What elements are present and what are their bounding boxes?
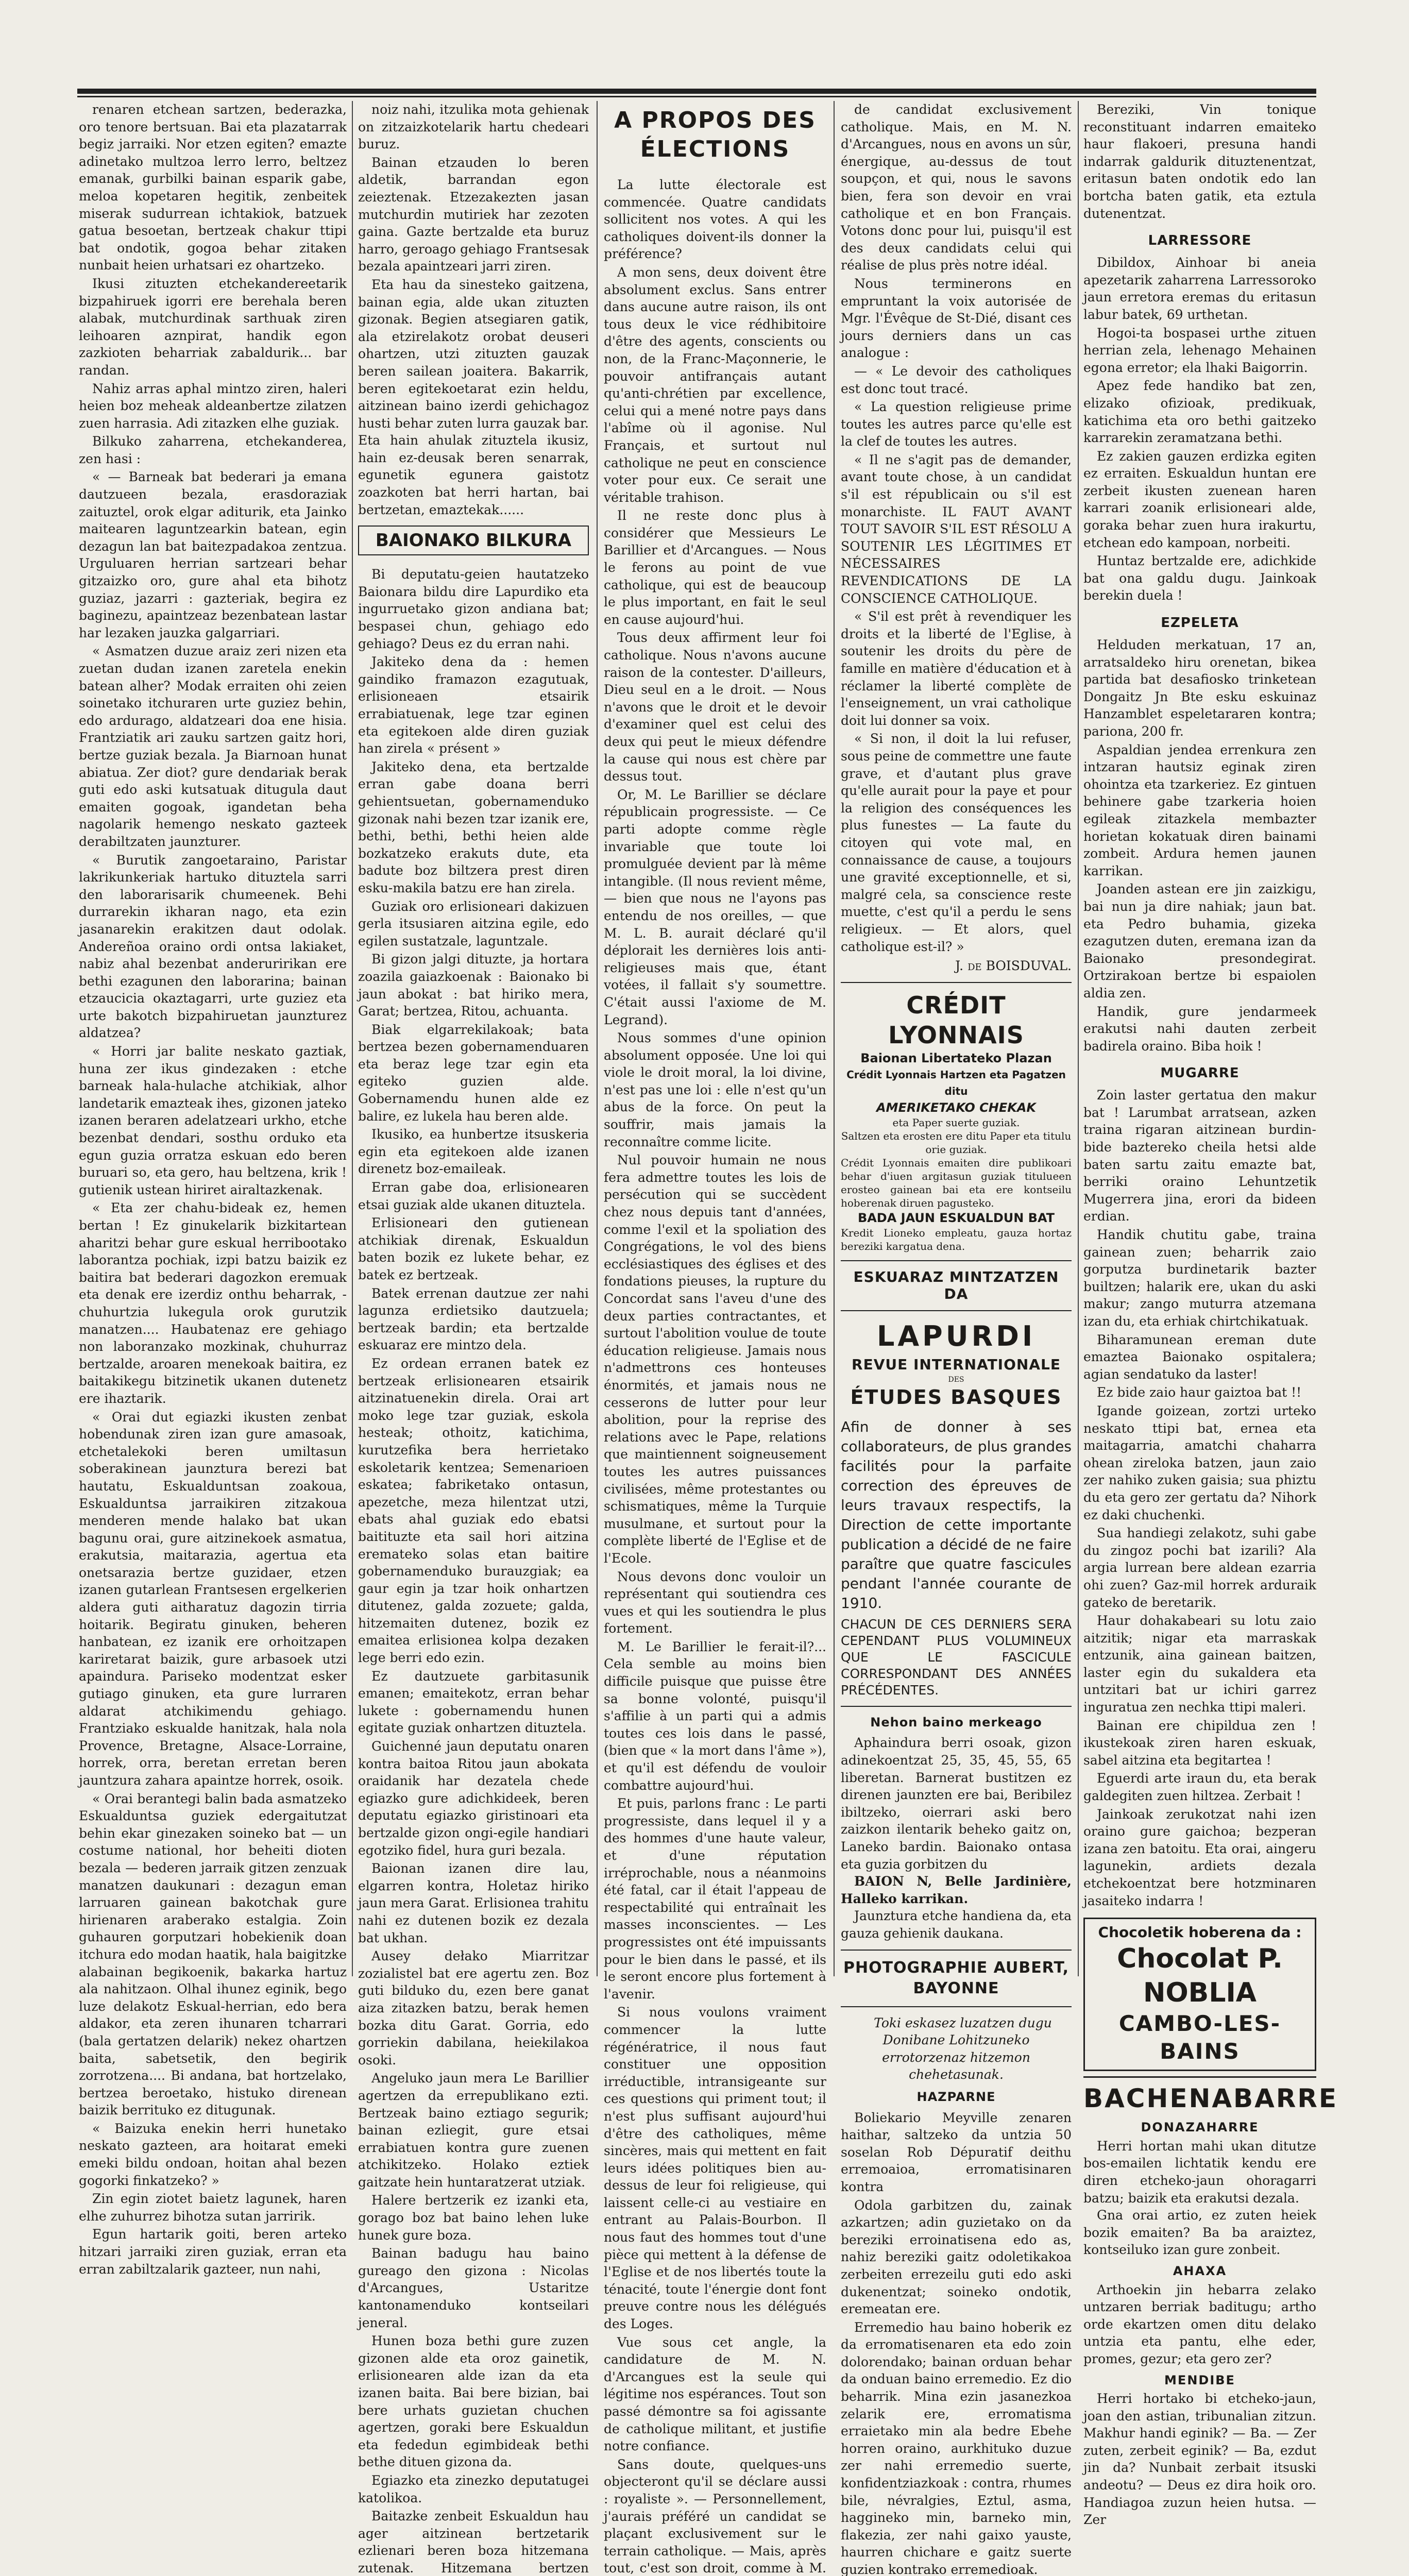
paragraph: Guziak oro erlisioneari dakizuen gerla itsusiaren aitzina egile, edo egilen sustatzale, laguntzale. xyxy=(358,899,589,948)
paragraph: Et puis, parlons franc : Le parti progressiste, dans lequel il y a des hommes d'une haute valeur, et d'une réputation irréprochable, nous a néanmoins été fatal, car il était l'appeau de respectabilité qui entraînait les masses inconscientes. — Les progressistes ont été impuissants pour le bien dans le passé, et ils le seront encore plus fortement à l'avenir. xyxy=(604,1796,826,2002)
paragraph: — « Le devoir des catholiques est donc tout tracé. xyxy=(841,363,1072,396)
donazaharre-p2: Gna orai artio, ez zuten heiek bozik emaiten? Ba ba araiztez, kontseiluko izan gure zonbeit. xyxy=(1083,2208,1316,2258)
paragraph: Il ne reste donc plus à considérer que Messieurs Le Barillier et d'Arcangues. — Nous le ferons au point de vue catholique, qui est de beaucoup le plus important, en fait le seul en cause aujourd'hui. xyxy=(604,508,826,627)
paragraph: Egun hartarik goiti, beren arteko hitzari jarraiki ziren guziak, erran eta erran zabiltzalarik gazteer, nun nahi, xyxy=(79,2227,347,2277)
divider xyxy=(841,1950,1072,1951)
paragraph: Eguerdi arte iraun du, eta berak galdegiten zuen hiltzea. Zerbait ! xyxy=(1083,1771,1316,1804)
credit-title: CRÉDIT LYONNAIS xyxy=(888,991,1024,1049)
paragraph: de candidat exclusivement catholique. Mais, en M. N. d'Arcangues, nous en avons un sûr, énergique, au-dessus de tout soupçon, et qui, nous le savons bien, fera son devoir en vrai catholique et en bon Français. Votons donc pour lui, puisqu'il est des deux candidats celui qui réalise de plus près notre idéal. xyxy=(841,102,1072,273)
paragraph: Bainan etzauden lo beren aldetik, barrandan egon zeieztenak. Etzezakezten jasan mutchurdin mutiriek har zezoten gaina. Gazte bertzalde eta buruz harro, geroago gehiago Frantsesak bezala apaintzeari jarri ziren. xyxy=(358,155,589,274)
credit-small3: Crédit Lyonnais emaiten dire publikoari behar d'iuen argitasun guziak titulueen erosteo gainean bai eta ere kontseilu hoberenak diruen pagusteko. xyxy=(841,1156,1072,1209)
chocolat-line1: Chocoletik hoberena da : xyxy=(1098,1924,1302,1941)
credit-small2: Saltzen eta erosten ere ditu Paper eta titulu orie guziak. xyxy=(841,1129,1072,1156)
chocolat-line2: Chocolat P. NOBLIA xyxy=(1117,1943,1283,2009)
elections-heading: A PROPOS DES ÉLECTIONS xyxy=(614,107,816,162)
paragraph: « S'il est prêt à revendiquer les droits et la liberté de l'Eglise, à soutenir les droits du père de famille en matière d'éducation et à réclamer la liberté complète de l'enseignement, un vrai catholique doit lui donner sa voix. xyxy=(841,609,1072,728)
paragraph: Hunen boza bethi gure zuzen gizonen alde eta oroz gainetik, erlisionearen alde izan da eta izanen baita. Bai bere bizian, bai bere urhats guzietan chuchen agertzen, goraki bere Eskualdun eta fededun egimbideak bethi bethe dituen gizona da. xyxy=(358,2333,589,2470)
column-separator xyxy=(834,101,835,1976)
column-3 xyxy=(604,101,826,2576)
paragraph: Zin egin ziotet baietz lagunek, haren elhe zuhurrez bihotza sutan jarririk. xyxy=(79,2191,347,2224)
paragraph: Biharamunean ereman dute emaztea Baionako ospitalera; agian sendatuko da laster! xyxy=(1083,1332,1316,1382)
paragraph: Bainan badugu hau baino gureago den gizona : Nicolas d'Arcangues, Ustaritze kantonamenduko kontseilari jeneral. xyxy=(358,2246,589,2330)
paragraph: Jakiteko dena da : hemen gaindiko framazon ezagutuak, erlisioneaen etsairik errabiatuenak, lege tzar eginen eta egitekoen alde diren guziak han zirela « présent » xyxy=(358,654,589,756)
paragraph: Ez bide zaio haur gaiztoa bat !! xyxy=(1097,1385,1302,1400)
paragraph: Si nous voulons vraiment commencer la lutte régénératrice, il nous faut constituer une opposition irréductible, intransigeante sur ces questions qui priment tout; il n'est plus suffisant aujourd'hui d'être des catholiques, même sincères, mais qui mettent en fait leurs idées politiques bien au-dessus de leur foi religieuse, qui laissent celle-ci au vestiaire en entrant au Palais-Bourbon. Il nous faut des hommes tout d'une pièce qui mettent à la défense de l'Eglise et de nos libertés toute la ténacité, toute l'énergie dont font preuve contre nous les délégués des Loges. xyxy=(604,2005,826,2332)
paragraph: Ez dautzuete garbitasunik emanen; emaitekotz, erran behar lukete : gobernamendu hunen egitate guziak onhartzen dituztela. xyxy=(358,1668,589,1736)
paragraph: Eta hau da sinesteko gaitzena, bainan egia, alde ukan zituzten gizonak. Begien atsegiaren gatik, ala etzirelakotz orobat deuseri ohartzen, utzi zituzten gauzak beren sailean joaitera. Bakarrik, beren egitekoetarat ezin heldu, aitzinean baino izerdi gehichagoz husti behar zuten lurra gauzak bar. Eta hain ahulak zituztela ikusiz, hain ez-deusak beren senarrak, egunetik egunera gaistotz zoazkoten bat herri hartan, bai bertzetan, emaztekak...... xyxy=(358,277,589,517)
paragraph: « Orai dut egiazki ikusten zenbat hobendunak ziren izan gure amasoak, etchetalekoki beren umiltasun soberakinean jaunztura berezi bat hautatu, Eskualduntsan zoakoua, Eskualduntsa jarraikiren zitzakoua menderen mende halako bat ukan bagunu orai, gure aitzinekoek asmatua, erakutsia, maitarazia, agertua eta onetsarazia bertze guzidaer, etzen izanen gutarlean Frantsesen ergelkerien aldera guti aitharatuz dagozin tirria hoitarik. Begiratu ginuken, beheren hanbatean, ez izanik ere orhoitzapen kariretarat baizik, gure arbasoek utzi apaindura. Pariseko modentzat esker gutiago ginuken, eta gure lurraren aldarat atchikimendu gehiago. Frantziako eskualde hanitzak, hala nola Provence, Bretagne, Alsace-Lorraine, horrek, orra, beretan erretan beren jauntzura zahara apaintze horrek, osoik. xyxy=(79,1409,347,1788)
paragraph: Zoin laster gertatua den makur bat ! Larumbat arratsean, azken traina rigaran aitzinean burdin-bide baztereko cheila hetsi alde baten sartu zaitu emazte bat, berriki oraino Lehuntzetik Mugerrera jina, erori da bideen erdian. xyxy=(1083,1088,1316,1224)
credit-subtitle: Baionan Libertateko Plazan xyxy=(860,1050,1052,1065)
mugarre-heading: MUGARRE xyxy=(1160,1065,1240,1081)
credit-lyonnais-ad xyxy=(841,990,1072,1253)
paragraph: Nul pouvoir humain ne nous fera admettre toutes les lois de persécution qui se succèdent chez nous depuis tant d'années, comme l'exil et la spoliation des Congrégations, le vol des biens ecclésiastiques des églises et des fondations pieuses, la rupture du Concordat sans l'aveu d'une des deux parties contractantes, et surtout l'abolition voulue de toute éducation religieuse. Jamais nous n'admettrons ces honteuses énormités, et jamais nous ne cesserons de lutter pour leur abolition, pour la reprise des relations avec le Pape, relations que maintiennent soigneusement toutes les autres puissances civilisées, même protestantes ou schismatiques, même la Turquie musulmane, et surtout pour la complète liberté de l'Eglise et de l'Ecole. xyxy=(604,1153,826,1566)
divider xyxy=(841,982,1072,983)
lapurdi-revue: REVUE INTERNATIONALE xyxy=(852,1355,1061,1373)
paragraph: Bainan ere chipildua zen ! ikustekoak ziren haren eskuak, sabel aitzina eta begitartea ! xyxy=(1083,1718,1316,1768)
paragraph: Odola garbitzen du, zainak azkartzen; adin guzietako on da bereziki erroinatisena edo as, nahiz bereziki gaitz odoletikakoa zerbeiten errezeilu guti edo aski dukenentzat; soineko ondotik, eremeatan ere. xyxy=(841,2197,1072,2317)
divider xyxy=(841,1706,1072,1707)
paragraph: Batek errenan dautzue zer nahi lagunza erdietsiko dautzuela; bertzeak bardin; eta bertzalde eskuaraz ere mintzo dela. xyxy=(358,1285,589,1353)
paragraph: Bi deputatu-geien hautatzeko Baionara bildu dire Lapurdiko eta ingurruetako gizon andiana bat; bespasei chun, gehiago edo gehiago? Deus ez du erran nahi. xyxy=(358,567,589,651)
paragraph: « Orai berantegi balin bada asmatzeko Eskualduntsa guziek edergaitutzat behin ekar ginezaken soineko bat — un costume national, hor beheiti dioten bezala — bederen jarraik gitzen zenzuak manatzen daukunari : dezagun eman larruaren gainean bakotchak gure hirienaren araberako estalgia. Zoin guhauren gorputzari hobekienik doan itchura edo modan haatik, hala baigitzke alabainan begikoenik, bakarka hartuz ala nahitzaon. Olhal ihunez eginik, bego luze delakotz Eskual-herrian, edo bera aldakor, eta zeren ihunaren tcharrari (bala gertatzen delarik) nekez ohartzen baita, sabetsetik, den begirik zorrotzena.... Bi andana, bat hortzelako, bertzea beroetako, histuko direnean baizik berrituko ez ditugunak. xyxy=(79,1791,347,2118)
paragraph: Handik chutitu gabe, traina gainean zuen; beharrik zaio gorputza burdinetarik bazter builtzen; halarik ere, ukan du aski makur; zango muturra atzemana izan du, eta erhiak chirtchikatuak. xyxy=(1083,1227,1316,1329)
signature: J. de BOISDUVAL. xyxy=(955,958,1072,974)
lapurdi-caps: CHACUN DE CES DERNIERS SERA CEPENDANT PLUS VOLUMINEUX QUE LE FASCICULE CORRESPONDANT DES ANNÉES PRÉCÉDENTES. xyxy=(841,1616,1072,1698)
paragraph: A mon sens, deux doivent être absolument exclus. Sans entrer dans aucune autre raison, ils ont tous deux le vice rédhibitoire d'être des agents, conscients ou non, de la Franc-Maçonnerie, le pouvoir antifrançais autant qu'anti-chrétien par excellence, celui qui a mené notre pays dans l'abîme où il agonise. Nul Français, et surtout nul catholique ne peut en conscience voter pour eux. Ce serait une véritable trahison. xyxy=(604,264,826,505)
merkeago-address: BAION N, Belle Jardinière, Halleko karrikan. xyxy=(841,1874,1072,1906)
chocolat-line3: CAMBO-LES-BAINS xyxy=(1118,2011,1281,2064)
paragraph: Erran gabe doa, erlisionearen etsai guziak alde ukanen dituztela. xyxy=(358,1180,589,1212)
credit-small4: Kredit Lioneko empleatu, gauza hortaz bereziki kargatua dena. xyxy=(841,1226,1072,1252)
top-rule xyxy=(77,89,1316,94)
ezpeleta-heading: EZPELETA xyxy=(1161,615,1239,631)
paragraph: Ikusi zituzten etchekandereetarik bizpahiruek igorri ere berehala beren alabak, mutchurdinak sarthuak ziren leihoaren aznpirat, handik egon zazkioten beharriak zabaldurik... bar randan. xyxy=(79,276,347,378)
paragraph: Tous deux affirment leur foi catholique. Nous n'avons aucune raison de la contester. D'ailleurs, Dieu seul en a le droit. — Nous n'avons que le droit et le devoir d'examiner quel est celui des deux qui peut le mieux défendre la cause qui nous est chère par dessus tout. xyxy=(604,630,826,784)
paragraph: « Il ne s'agit pas de demander, avant toute chose, à un candidat s'il est républicain ou s'il est monarchiste. IL FAUT AVANT TOUT SAVOIR S'IL EST RÉSOLU A SOUTENIR LES LÉGITIMES ET NÉCESSAIRES REVENDICATIONS DE LA CONSCIENCE CATHOLIQUE. xyxy=(841,452,1072,606)
donazaharre-heading: DONAZAHARRE xyxy=(1141,2120,1259,2135)
column-1 xyxy=(79,101,347,2277)
paragraph: Erremedio hau baino hoberik ez da erromatisenaren eta edo zoin dolorendako; bainan orduan behar da onduan baino erremedio. Ez dio beharrik. Mina ezin jasanezkoa zelarik ere, erromatisma erraietako min ala bedre Ebehe horren oraino, aurkhituko duzue zer nahi erremedio suerte, konfidentziazkoak : contra, rhumes bile, névralgies, Eztul, asma, haggineko min, barneko min, flakezia, zer nahi gaixo yauste, haurren chichare e gaitz suerte guzien kontrako erremedioak. xyxy=(841,2319,1072,2576)
paragraph: « — Barneak bat bederari ja emana dautzueen bezala, erasdoraziak zaituztel, orok elgar aditurik, eta Jainko maitearen laguntzearkin batean, egin dezagun lan bat baitezpadakoa zentzua. Urguluaren herrian sartzeari behar gitzaizko oro, gure ahal eta bihotz guziaz, jazarri : gazteriak, begira ez baginezu, apaintzeaz bezenbatean lastar har lezaken jauzka galgarriari. xyxy=(79,469,347,640)
column-4 xyxy=(841,101,1072,2576)
bachenabarre-heading: BACHENABARRE xyxy=(1083,2076,1316,2115)
chocolat-ad xyxy=(1083,1918,1316,2071)
paragraph: « Eta zer chahu-bideak ez, hemen bertan ! Ez ginukelarik bizkitartean aharitzi behar gure eskual herribootako laborantza pochiak, izpi batzu baizik ez baitira bat bederari dagozkon eremuak eta denak ere izerdiz onthu beharrak, -chuhurtzia lukegula orok gurutzik manatzen.... Haubatenaz ere gehiago non laboranzako mozkinak, chuhurraz bertzalde, aroaren menekoak baitira, ez baitakikegu bitzinetik ukanen dutenetz ere ihaztarik. xyxy=(79,1200,347,1406)
paragraph: Igande goizean, zortzi urteko neskato ttipi bat, ernea eta maitagarria, amatchi chaharra ohean zireloka batzen, jaun zaio zer nahiko zuken gaisia; sua phiztu du eta gero zer gertatu da? Nihork ez daki chuchenki. xyxy=(1083,1403,1316,1522)
paragraph: Bi gizon jalgi dituzte, ja hortara zoazila gaiazkoenak : Baionako bi jaun abokat : bat hiriko mera, Garat; bertzea, Ritou, achuanta. xyxy=(358,952,589,1019)
paragraph: Baionan izanen dire lau, elgarren kontra, Holetaz hiriko jaun mera Garat. Erlisionea trahitu nahi ez dutenen bozik ez dezala bat ukhan. xyxy=(358,1861,589,1945)
credit-line2: AMERIKETAKO CHEKAK xyxy=(876,1100,1037,1115)
credit-small1: eta Paper suerte guziak. xyxy=(892,1116,1020,1129)
paragraph: Jakiteko dena, eta bertzalde erran gabe doana berri gehientsuetan, gobernamenduko gizonak nahi bezen tzar izanik ere, bethi, bethi, bethi heien alde bozkatzeko erakuts dute, eta badute boz biltzera prest diren esku-makila batzu ere han zirela. xyxy=(358,759,589,895)
paragraph: Helduden merkatuan, 17 an, arratsaldeko hiru orenetan, bikea partida bat desafiosko trinketean Dongaitz Jn Bte esku eskuinaz Hanzamblet espeletararen kontra; pariona, 200 fr. xyxy=(1083,637,1316,739)
ahaxa-p3: Arthoekin jin hebarra zelako untzaren berriak baditugu; artho orde ekartzen omen ditu delako untzia eta pantu, elhe eder, promes, gezur; eta gero zer? xyxy=(1083,2282,1316,2366)
divider xyxy=(841,2006,1072,2007)
paragraph: Egiazko eta zinezko deputatugei katolikoa. xyxy=(358,2472,589,2505)
paragraph: Or, M. Le Barillier se déclare républicain progressiste. — Ce parti adopte comme règle invariable que toute loi promulguée devient par là même intangible. (Il nous revient même, — bien que nous ne l'ayons pas entendu de nos oreilles, — que M. L. B. aurait déclaré qu'il déplorait les dernières lois anti-religieuses mais que, étant votées, il fallait s'y soumettre. C'était aussi l'axiome de M. Legrand). xyxy=(604,787,826,1027)
paragraph: « Asmatzen duzue araiz zeri nizen eta zuetan dudan izanen zaretela enekin batean alher? Modak erraiten ohi zeien soinetako itchuraren urte guziez behin, edo ardurago, aldatzeari doa ene hisia. Frantziatik ari zauku sartzen gaitz hori, bertze guziak bezala. Ja Biarnoan hunat abiatua. Zer diot? gure dendariak berak guti edo aski kutsatuak ditugula daut emaiten gogoak, igandetan beha nagolarik hemengo neskato gazteek derabiltzaten jaunzturer. xyxy=(79,643,347,849)
paragraph: Nous devons donc vouloir un représentant qui soutiendra ces vues et qui les soutiendra le plus fortement. xyxy=(604,1569,826,1636)
paragraph: Vue sous cet angle, la candidature de M. N. d'Arcangues est la seule qui légitime nos espérances. Tout son passé démontre sa foi agissante de catholique militant, et justifie notre confiance. xyxy=(604,2334,826,2454)
divider xyxy=(841,1310,1072,1311)
column-separator xyxy=(1078,101,1079,1976)
lapurdi-des: DES xyxy=(948,1375,964,1384)
paragraph: Jainkoak zerukotzat nahi izen oraino gure gaichoa; bezperan izana zen batoitu. Eta orai, aingeru lagunekin, ardiets dezala etchekoentzat bere hotzminaren jasaiteko indarra ! xyxy=(1083,1806,1316,1908)
mendibe-heading: MENDIBE xyxy=(1164,2372,1235,2387)
credit-bold: BADA JAUN ESKUALDUN BAT xyxy=(857,1210,1055,1225)
paragraph: Guichenné jaun deputatu onaren kontra baitoa Ritou jaun abokata oraidanik har dezatela chede egiazko gure adichkideek, beren deputatu egiazko giristinoari eta bertzalde gizon ongi-egile handiari egotziko fidel, hura guri bezala. xyxy=(358,1739,589,1858)
paragraph: Dibildox, Ainhoar bi aneia apezetarik zaharrena Larressoroko jaun erretora eremas du eritasun labur batek, 69 urthetan. xyxy=(1083,255,1316,322)
paragraph: noiz nahi, itzulika mota gehienak on zitzaizkotelarik hartu chedeari buruz. xyxy=(358,102,589,152)
bilkura-heading: BAIONAKO BILKURA xyxy=(358,526,589,555)
paragraph: « Horri jar balite neskato gaztiak, huna zer ikus gindezaken : etche barneak hala-hulache atchikiak, alhor landetarik emazteak ihes, gizonen jateko izanen beraren adelatzeari urkho, etche bezenbat dendari, sosthu orduko eta egun guzia orratza eskuan edo beren buruari so, eta gero, hau beltzena, krik ! gutienik ustean hiriret airaltazkenak. xyxy=(79,1044,347,1197)
column-5 xyxy=(1083,101,1338,2528)
merkeago-heading: Nehon baino merkeago xyxy=(870,1715,1042,1730)
lapurdi-title: LAPURDI xyxy=(876,1319,1036,1352)
paragraph: Nous sommes d'une opinion absolument opposée. Une loi qui viole le droit moral, la loi divine, n'est pas une loi : elle n'est qu'un abus de la force. On peut la souffrir, mais jamais la reconnaître comme licite. xyxy=(604,1030,826,1149)
paragraph: Sua handiegi zelakotz, suhi gabe du zingoz pochi bat izarili? Ala argia lurrean bere aldean ezarria ohi zuen? Gaz-mil horrek arduraik gateko de beretarik. xyxy=(1083,1526,1316,1610)
photo-heading: PHOTOGRAPHIE AUBERT, BAYONNE xyxy=(843,1958,1070,1997)
photo-text: Toki eskasez luzatzen dugu Donibane Lohitzuneko errotorzenaz hitzemon chehetasunak. xyxy=(874,2015,1052,2082)
lapurdi-etudes: ÉTUDES BASQUES xyxy=(850,1385,1062,1409)
paragraph: Ez zakien gauzen erdizka egiten ez erraiten. Eskualdun huntan ere zerbeit ikusten zuenean haren karrari zoanik erlisioneari alde, goraka behar zuen hura irakurtu, etchean edo kampoan, norbeiti. xyxy=(1083,448,1316,550)
column-separator xyxy=(352,101,353,1976)
paragraph: « Burutik zangoetaraino, Paristar lakrikunkeriak hartuko dituztela sarri den laborarisarik chumeenek. Behi durrarekin ikharan nago, eta ezin jasanarekin erakitzen daut odolak. Andereñoa oraino ordi ontsa lakiaket, nabiz ahal bezenbat anderuririkan ere bethi ezagunen den laborarina; bainan etzaucicia okaztagarri, urte guziez eta urte bakotch bizpahiruetan jaunzturez aldatzea? xyxy=(79,852,347,1041)
paragraph: Ez ordean erranen batek ez bertzeak erlisionearen etsairik aitzinatuenekin direla. Orai art moko lege tzar guziak, eskola hesteak; othoitz, katichima, kurutzefika bera herrietako eskoletarik kentzea; Semenarioen eskatea; fabriketako ontasun, apezetche, meza hilentzat utzi, ebats ahal guziak edo ebatsi baitituzte eta sail hori aitzina eremateko solas etan baitire gobernamenduko burauzgiak; ea gaur egin ja tzar hoik onhartzen ditutenez, galda zozuete; galda, hitzemaiten dutenez, bozik ez emaitea erlisionea kolpa dezaken lege berri edo ezin. xyxy=(358,1355,589,1666)
paragraph: La lutte électorale est commencée. Quatre candidats sollicitent nos votes. A qui les catholiques doivent-ils donner la préférence? xyxy=(604,177,826,262)
paragraph: Halere bertzerik ez izanki eta, gorago boz bat baino lehen luke hunek gure boza. xyxy=(358,2193,589,2243)
paragraph: « La question religieuse prime toutes les autres parce qu'elle est la clef de toutes les autres. xyxy=(841,399,1072,449)
paragraph: M. Le Barillier le ferait-il?... Cela semble au moins bien difficile puisque que puisse être sa bonne volonté, puisqu'il s'affilie à un parti qui a admis toutes ces lois dans le passé, (bien que « la mort dans l'âme »), et qu'il est défendu de vouloir combattre aujourd'hui. xyxy=(604,1639,826,1793)
paragraph: « Baizuka enekin herri hunetako neskato gazteen, ara hoitarat emeki emeki bildu ondoan, hoitan ahal bezen gogorki finkatzeko? » xyxy=(79,2121,347,2188)
mendibe-p4: Herri hortako bi etcheko-jaun, joan den astian, tribunalian zitzun. Makhur handi eginik? — Ba. — Zer zuten, zerbeit eginik? — Ba, ezdut jin da? Nunbait zerbait itsuski andeotu? — Deus ez dira hoik oro. Handiagoa zuzun heien hutsa. — Zer xyxy=(1083,2391,1316,2528)
paragraph: Handik, gure jendarmeek erakutsi nahi dauten zerbeit badirela oraino. Biba hoik ! xyxy=(1083,1004,1316,1054)
merkeago-text: Aphaindura berri osoak, gizon adinekoentzat 25, 35, 45, 55, 65 liberetan. Barnerat bustitzen ez direnen jaunzten ere bai, Beribilez ibiltzeko, oierrari aski bero zaizkon ilentarik beheko gaitz on, Laneko bardin. Baionako ontasa eta guzia gorbitzen du xyxy=(841,1735,1072,1872)
paragraph: Haur dohakabeari su lotu zaio aitzitik; nigar eta marraskak entzunik, aina gainean baitzen, laster egin du sukaldera eta untzitari bat ur ichiri garrez inguratua zen nechka ttipi maleri. xyxy=(1083,1613,1316,1715)
paragraph: Baitazke zenbeit Eskualdun hau ager aitzinean bertzetarik ezlienari beren boza hitzemana zutenak. Hitzemana bertzen xyxy=(358,2509,589,2575)
paragraph: Ikusiko, ea hunbertze itsuskeria egin eta egitekoen alde izanen direnetz boz-emaileak. xyxy=(358,1127,589,1177)
paragraph: renaren etchean sartzen, bederazka, oro tenore bertsuan. Bai eta plazatarrak begiz jarraiki. Nor etzen egiten? emazte adinetako multzoa lerro lerro, beltzez emanak, gurbilki bainan esparik gabe, meloa kopetaren hegitik, zenbeitek miserak sudurrean ichtakiok, batzuek gatua besoetan, bertzeak chakur ttipi bat ondotik, gogoa behar zitaken nunbait heien urhatsari ez ohartzeko. xyxy=(79,102,347,273)
column-2 xyxy=(358,101,589,2575)
larressore-heading: LARRESSORE xyxy=(1148,233,1252,249)
paragraph: Joanden astean ere jin zaizkigu, bai nun ja dire nahiak; jaun bat. eta Pedro buhamia, gizeka ezagutzen duten, eremana izan da Baionako presondegirat. Ortzirakoan bertze bi espaiolen aldia zen. xyxy=(1083,882,1316,1001)
paragraph: Apez fede handiko bat zen, elizako ofizioak, predikuak, katichima eta oro bethi gaitzeko karrarekin zeramatzana bethi. xyxy=(1083,378,1316,446)
lapurdi-body: Afin de donner à ses collaborateurs, de plus grandes facilités pour la parfaite correction des épreuves de leurs travaux respectifs, la Direction de cette importante publication a décidé de ne faire paraître que quatre fascicules pendant l'année courante de 1910. xyxy=(841,1418,1072,1612)
paragraph: Nous terminerons en empruntant la voix autorisée de Mgr. l'Évêque de St-Dié, disant ces jours derniers dans un cas analogue : xyxy=(841,276,1072,361)
divider xyxy=(841,1260,1072,1261)
donazaharre-p1: Herri hortan mahi ukan ditutze bos-emailen lichtatik kendu ere diren etcheko-jaun ohoragarri batzu; baizik eta erakutsi dezala. xyxy=(1083,2138,1316,2206)
paragraph: Bilkuko zaharrena, etchekanderea, zen hasi : xyxy=(79,434,347,466)
ahaxa-heading: AHAXA xyxy=(1173,2263,1227,2278)
paragraph: Hogoi-ta bospasei urthe zituen herrian zela, lehenago Mehainen egona erretor; ela lhaki Baigorrin. xyxy=(1083,325,1316,375)
merkeago-note: Jaunztura etche handiena da, eta gauza gehienik daukana. xyxy=(841,1908,1072,1941)
hazparne-heading: HAZPARNE xyxy=(916,2089,996,2104)
paragraph: Sans doute, quelques-uns objecteront qu'il se déclare aussi : royaliste ». — Personnellement, j'aurais préféré un candidat se plaçant exclusivement sur le terrain catholique. — Mais, après tout, c'est son droit, comme à M. xyxy=(604,2456,826,2576)
mintzatzen-banner: ESKUARAZ MINTZATZEN DA xyxy=(853,1268,1059,1303)
paragraph: Bereziki, Vin tonique reconstituant indarren emaiteko haur flakoeri, presuna handi indarrak galdurik dituztenentzat, eritasun baten ondotik edo lan bortcha baten gatik, eta eztula dutenentzat. xyxy=(1083,102,1316,221)
column-separator xyxy=(597,101,598,1976)
paragraph: Erlisioneari den gutienean atchikiak direnak, Eskualdun baten bozik ez lukete behar, ez batek ez bertzeak. xyxy=(358,1215,589,1282)
paragraph: Aspaldian jendea errenkura zen intzaran hautsiz eginak ziren ohointza eta tzarkeriez. Ez gintuen behinere gabe tzarkeria hoien egileak zitazkela membazter horietan kokatuak diren bainami zombeit. Ardura hemen jaunen karrikan. xyxy=(1083,742,1316,878)
paragraph: Huntaz bertzalde ere, adichkide bat ona galdu dugu. Jainkoak berekin duela ! xyxy=(1083,553,1316,603)
paragraph: Nahiz arras aphal mintzo ziren, haleri heien boz meheak aldeanbertze zilatzen zuen harrasia. Adi zitazken elhe guziak. xyxy=(79,381,347,431)
top-rule-thin xyxy=(77,96,1316,97)
paragraph: « Si non, il doit la lui refuser, sous peine de commettre une faute grave, et d'autant plus grave qu'elle aurait pour la paye et pour la religion des conséquences les plus funestes — La faute du citoyen qui vote mal, en connaissance de cause, a toujours une gravité exceptionnelle, et si, malgré cela, sa conscience reste muette, c'est qu'il a perdu le sens religieux. — Et alors, quel catholique est-il? » xyxy=(841,731,1072,954)
paragraph: Ausey dełako Miarritzar zozialistel bat ere agertu zen. Boz guti bilduko du, ezen bere ganat aiza zitazken batzu, berak hemen bozka ditu Garat. Gorria, edo gorriekin dabilana, heiekilakoa osoki. xyxy=(358,1948,589,2067)
credit-line1: Crédit Lyonnais Hartzen eta Pagatzen ditu xyxy=(846,1068,1066,1097)
paragraph: Angeluko jaun mera Le Barillier agertzen da errepublikano ezti. Bertzeak baino eztiago segurik; bainan ezliegit, gure etsai errabiatuen kontra gure zuenen atchikitzeko. Holako eztiek gaitzate hein huntaratzerat utziak. xyxy=(358,2071,589,2190)
paragraph: Boliekario Meyville zenaren haithar, saltzeko da untzia 50 soselan Rob Dépuratif deithu erremoaioa, erromatisinaren kontra xyxy=(841,2110,1072,2194)
paragraph: Biak elgarrekilakoak; bata bertzea bezen gobernamenduaren eta beraz lege tzar egin eta egiteko guzien alde. Gobernamendu hunen alde ez balire, ez lukela hau beren alde. xyxy=(358,1022,589,1124)
